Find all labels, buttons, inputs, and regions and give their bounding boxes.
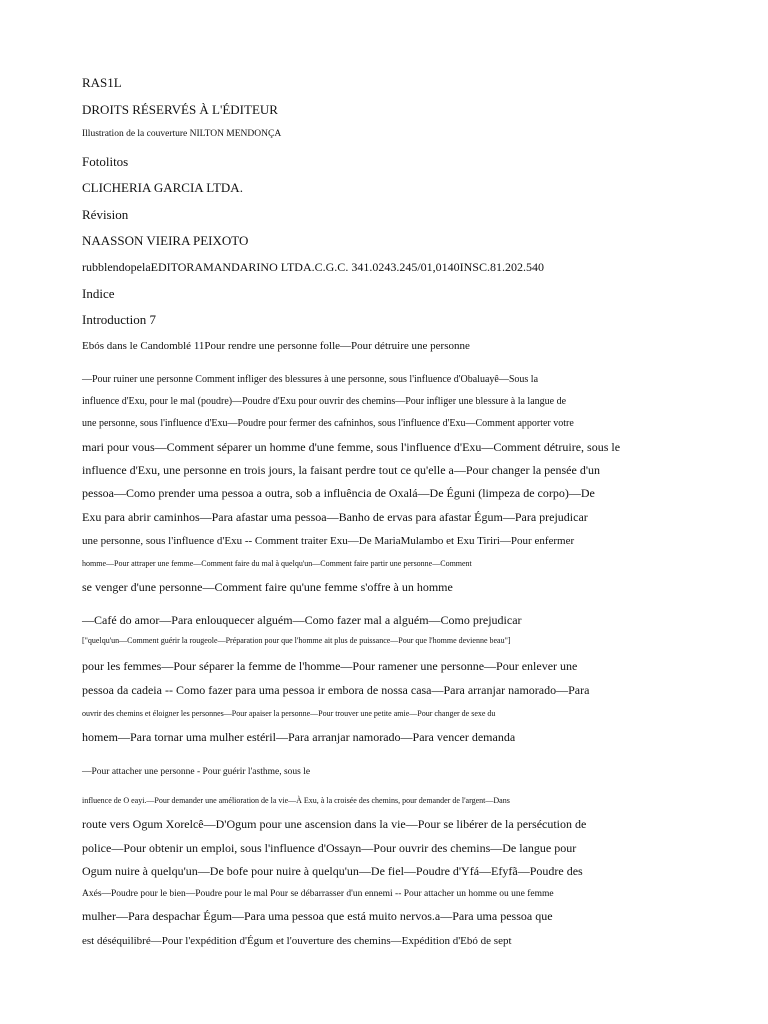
index-line: pour les femmes—Pour séparer la femme de l'homme—Pour ramener une personne—Pour enlever une xyxy=(82,659,578,673)
rights-line: DROITS RÉSERVÉS À L'ÉDITEUR xyxy=(82,102,278,117)
code-line: RAS1L xyxy=(82,75,122,90)
index-line: pessoa—Como prender uma pessoa a outra, sob a influência de Oxalá—De Éguni (limpeza de corpo)—De xyxy=(82,486,595,500)
index-line: ["quelqu'un—Comment guérir la rougeole—Préparation pour que l'homme ait plus de puissance—Pour que l'homme devienne beau"] xyxy=(82,636,511,645)
index-line: mulher—Para despachar Égum—Para uma pessoa que está muito nervos.a—Para uma pessoa que xyxy=(82,909,553,923)
index-line: une personne, sous l'influence d'Exu—Poudre pour fermer des cafninhos, sous l'influence d'Exu—Comment apporter votre xyxy=(82,418,574,429)
index-line: se venger d'une personne—Comment faire qu'une femme s'offre à un homme xyxy=(82,580,453,594)
index-line: influence d'Exu, une personne en trois jours, la faisant perdre tout ce qu'elle a—Pour changer la pensée d'un xyxy=(82,463,600,477)
index-line: influence d'Exu, pour le mal (poudre)—Poudre d'Exu pour ouvrir des chemins—Pour infliger une blessure à la langue de xyxy=(82,396,567,407)
index-line: —Pour attacher une personne - Pour guérir l'asthme, sous le xyxy=(82,767,311,777)
index-line: homme—Pour attraper une femme—Comment faire du mal à quelqu'un—Comment faire partir une personne—Comment xyxy=(82,559,472,568)
revision-label: Révision xyxy=(82,207,129,222)
index-line: homem—Para tornar uma mulher estéril—Para arranjar namorado—Para vencer demanda xyxy=(82,730,516,744)
fotolitos-value: CLICHERIA GARCIA LTDA. xyxy=(82,180,243,195)
revision-value: NAASSON VIEIRA PEIXOTO xyxy=(82,233,249,248)
index-line: —Pour ruiner une personne Comment infliger des blessures à une personne, sous l'influence d'Obaluayê—Sous la xyxy=(82,374,539,385)
index-line: Axés—Poudre pour le bien—Poudre pour le mal Pour se débarrasser d'un ennemi -- Pour attacher un homme ou une femme xyxy=(82,889,554,899)
index-line: influence de O eayi.—Pour demander une amélioration de la vie—À Exu, à la croisée des chemins, pour demander de l'argent—Dans xyxy=(82,796,510,805)
index-line: Ogum nuire à quelqu'un—De bofe pour nuire à quelqu'un—De fiel—Poudre d'Yfá—Efyfã—Poudre des xyxy=(82,864,583,878)
index-line: une personne, sous l'influence d'Exu -- Comment traiter Exu—De MariaMulambo et Exu Tiriri—Pour enfermer xyxy=(82,535,575,547)
index-line: Introduction 7 xyxy=(82,312,157,327)
index-line: Ebós dans le Candomblé 11Pour rendre une personne folle—Pour détruire une personne xyxy=(82,340,470,352)
index-line: Exu para abrir caminhos—Para afastar uma pessoa—Banho de ervas para afastar Égum—Para prejudicar xyxy=(82,510,588,524)
index-line: route vers Ogum Xorelcê—D'Ogum pour une ascension dans la vie—Pour se libérer de la persécution de xyxy=(82,817,587,831)
index-heading: Indice xyxy=(82,286,115,301)
fotolitos-label: Fotolitos xyxy=(82,154,129,169)
index-line: est déséquilibré—Pour l'expédition d'Égum et l'ouverture des chemins—Expédition d'Ebó de sept xyxy=(82,935,512,947)
index-line: pessoa da cadeia -- Como fazer para uma pessoa ir embora de nossa casa—Para arranjar namorado—Para xyxy=(82,683,590,697)
illustration-credit: Illustration de la couverture NILTON MENDONÇA xyxy=(82,129,282,139)
index-line: ouvrir des chemins et éloigner les personnes—Pour apaiser la personne—Pour trouver une petite amie—Pour changer de sexe du xyxy=(82,709,496,718)
publisher-line: rubblendopelaEDITORAMANDARINO LTDA.C.G.C. 341.0243.245/01,0140INSC.81.202.540 xyxy=(82,260,544,274)
index-line: —Café do amor—Para enlouquecer alguém—Como fazer mal a alguém—Como prejudicar xyxy=(82,613,522,627)
index-line: mari pour vous—Comment séparer un homme d'une femme, sous l'influence d'Exu—Comment détruire, sous le xyxy=(82,440,621,454)
index-line: police—Pour obtenir un emploi, sous l'influence d'Ossayn—Pour ouvrir des chemins—De langue pour xyxy=(82,841,577,855)
